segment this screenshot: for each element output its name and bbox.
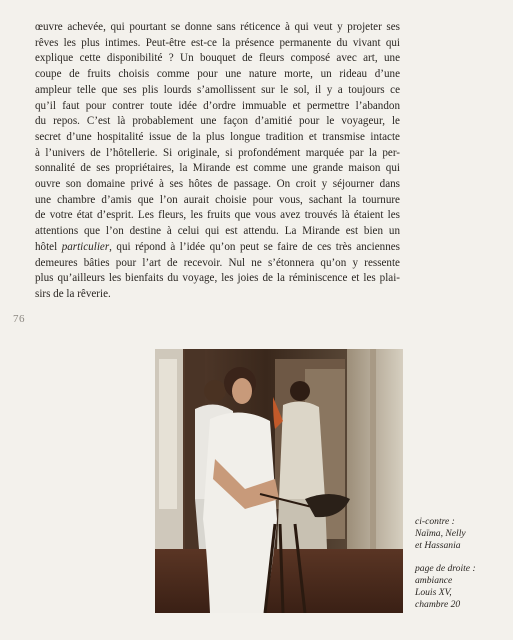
text-line: rêves les plus intimes. Peut-être est-ce la présence permanente du vivant qui: [35, 36, 400, 49]
caption-line: Louis XV,: [415, 586, 452, 598]
text-line: secret d’une hospitalité issue de la plus longue tradition et transmise intacte: [35, 130, 400, 143]
text-line: coupe de fruits choisis comme pour une nature morte, un rideau d’une: [35, 68, 400, 81]
caption-first: [415, 516, 505, 551]
text-line: une chambre d’amis que l’on aurait choisie pour vous, sachant la tournure: [35, 193, 400, 206]
text-line: sirs de la rêverie.: [35, 287, 111, 300]
caption-line: page de droite :: [415, 563, 476, 575]
caption-line: et Hassania: [415, 539, 461, 551]
text-line: œuvre achevée, qui pourtant se donne sans réticence à qui veut y projeter ses: [35, 21, 400, 33]
text-line: hôtel particulier, qui répond à l’idée qu’on peut se faire de ces très anciennes: [35, 240, 400, 253]
text-line: ampleur telle que ses plis lourds s’amollissent sur le sol, il y a toujours ce: [35, 83, 400, 96]
caption-line: Naïma, Nelly: [415, 527, 466, 539]
caption-line: ci-contre :: [415, 516, 455, 527]
text-line: explique cette disponibilité ? Un bouquet de fleurs composé avec art, une: [35, 52, 400, 65]
text-line: plus qu’ailleurs les bienfaits du voyage, les joies de la réminiscence et les plai-: [35, 272, 400, 285]
text-line: du repos. C’est là probablement une façon d’amitié pour le voyageur, le: [35, 115, 400, 128]
caption-line: ambiance: [415, 575, 453, 587]
text-line: qu’il faut pour contrer toute idée d’ordre immuable et permettre l’abandon: [35, 99, 400, 112]
body-paragraph: [35, 20, 400, 303]
caption-line: chambre 20: [415, 598, 461, 610]
photo-caption: [415, 516, 505, 623]
text-line: ouvre son domaine privé à ses hôtes de passage. On croit y séjourner dans: [35, 178, 400, 191]
caption-second: [415, 563, 505, 610]
text-line: à l’univers de l’hôtellerie. Si originale, si profondément marquée par la per-: [35, 146, 400, 159]
text-line: de votre état d’esprit. Les fleurs, les fruits que vous avez trouvés là étaient les: [35, 209, 400, 222]
text-line: attentions que l’on destine à celui qui est attendu. La Mirande est bien un: [35, 225, 400, 238]
page-number: 76: [13, 313, 25, 325]
text-line: sonnalité de ses propriétaires, la Mirande est comme une grande maison qui: [35, 162, 400, 175]
photo-illustration: [155, 349, 403, 613]
photograph-maids-corridor: [155, 349, 403, 613]
text-line: demeures bâties pour l’art de recevoir. Nul ne s’étonnera qu’on y ressente: [35, 256, 400, 269]
